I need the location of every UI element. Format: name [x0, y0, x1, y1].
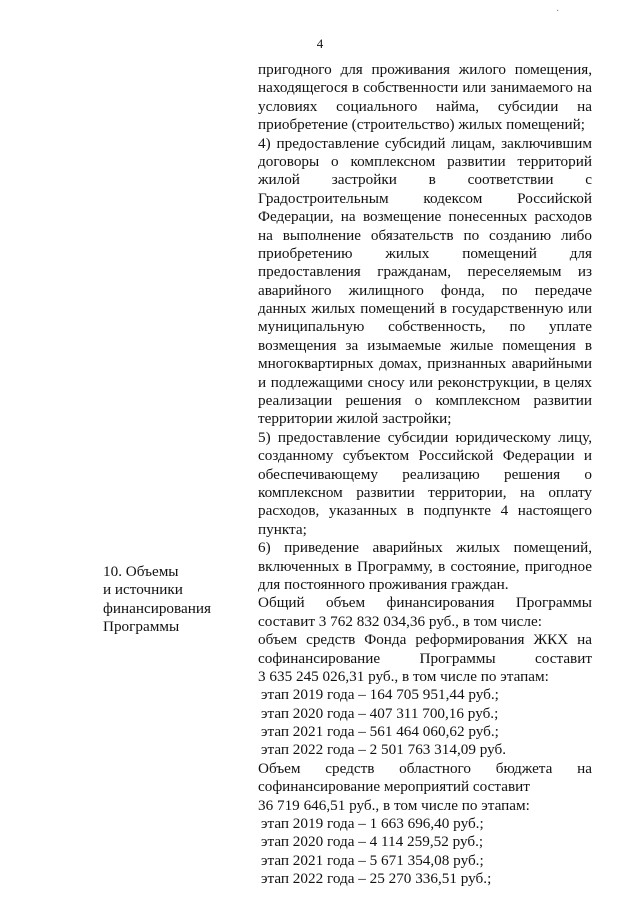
text-line: территории жилой застройки; — [258, 410, 452, 428]
text-line: многоквартирных домах, признанных аварийными — [258, 355, 592, 373]
text-line: аварийного жилищного фонда, по передаче — [258, 281, 592, 299]
text-line: возмещения за изымаемые жилые помещения в — [258, 336, 592, 354]
text-line: 5) предоставление субсидии юридическому лицу, — [258, 428, 592, 446]
text-line: объем средств Фонда реформирования ЖКХ на — [258, 631, 592, 649]
text-line: этап 2022 года – 25 270 336,51 руб.; — [261, 870, 492, 888]
text-line: созданному субъектом Российской Федерации и — [258, 447, 592, 465]
text-line: этап 2020 года – 407 311 700,16 руб.; — [261, 704, 499, 722]
text-line: приобретение (строительство) жилых помещений; — [258, 116, 586, 134]
text-line: включенных в Программу, в состояние, пригодное — [258, 557, 592, 575]
text-line: 36 719 646,51 руб., в том числе по этапам: — [258, 796, 530, 814]
text-line: этап 2020 года – 4 114 259,52 руб.; — [261, 833, 484, 851]
text-line: Федерации, на возмещение понесенных расходов — [258, 208, 592, 226]
section-label-line: и источники — [103, 581, 183, 599]
text-line: Градостроительным кодексом Российской — [258, 189, 592, 207]
page-number: 4 — [316, 36, 324, 51]
text-line: предоставления гражданам, переселяемым из — [258, 263, 592, 281]
text-line: этап 2021 года – 561 464 060,62 руб.; — [261, 723, 499, 741]
section-label — [103, 563, 243, 637]
section-content — [258, 61, 592, 889]
text-line: расходов, указанных в подпункте 4 настоящего — [258, 502, 592, 520]
text-line: условиях социального найма, субсидии на — [258, 97, 592, 115]
text-line: этап 2021 года – 5 671 354,08 руб.; — [261, 851, 484, 869]
text-line: комплексном развитии территории, на оплату — [258, 483, 592, 501]
text-line: пригодного для проживания жилого помещения, — [258, 61, 592, 78]
section-label-line: финансирования — [103, 599, 211, 617]
text-line: 6) приведение аварийных жилых помещений, — [258, 539, 592, 557]
text-line: 4) предоставление субсидий лицам, заключившим — [258, 134, 592, 152]
text-line: и подлежащими сносу или реконструкции, в целях — [258, 373, 592, 391]
text-line: Объем средств областного бюджета на — [258, 759, 592, 777]
text-line: данных жилых помещений в государственную или — [258, 300, 592, 318]
text-line: для постоянного проживания граждан. — [258, 575, 509, 593]
corner-mark: · — [556, 6, 560, 17]
text-line: софинансирование Программы составит — [258, 649, 592, 667]
text-line: находящегося в собственности или занимаемого на — [258, 79, 592, 97]
text-line: 3 635 245 026,31 руб., в том числе по этапам: — [258, 667, 549, 685]
text-line: составит 3 762 832 034,36 руб., в том числе: — [258, 612, 542, 630]
text-line: этап 2019 года – 1 663 696,40 руб.; — [261, 815, 484, 833]
text-line: обеспечивающему реализацию решения о — [258, 465, 592, 483]
text-line: реализации решения о комплексном развитии — [258, 392, 592, 410]
text-line: пункта; — [258, 520, 307, 538]
section-label-line: Программы — [103, 618, 180, 636]
section-label-line: 10. Объемы — [103, 563, 179, 580]
text-line: жилой застройки в соответствии с — [258, 171, 592, 189]
text-line: на выполнение обязательств по созданию либо — [258, 226, 592, 244]
text-line: договоры о комплексном развитии территорий — [258, 152, 592, 170]
text-line: этап 2019 года – 164 705 951,44 руб.; — [261, 686, 499, 704]
text-line: муниципальную собственность, по уплате — [258, 318, 592, 336]
text-line: этап 2022 года – 2 501 763 314,09 руб. — [261, 741, 507, 759]
text-line: софинансирование мероприятий составит — [258, 778, 530, 796]
text-line: Общий объем финансирования Программы — [258, 594, 592, 612]
text-line: приобретению жилых помещений для — [258, 244, 592, 262]
